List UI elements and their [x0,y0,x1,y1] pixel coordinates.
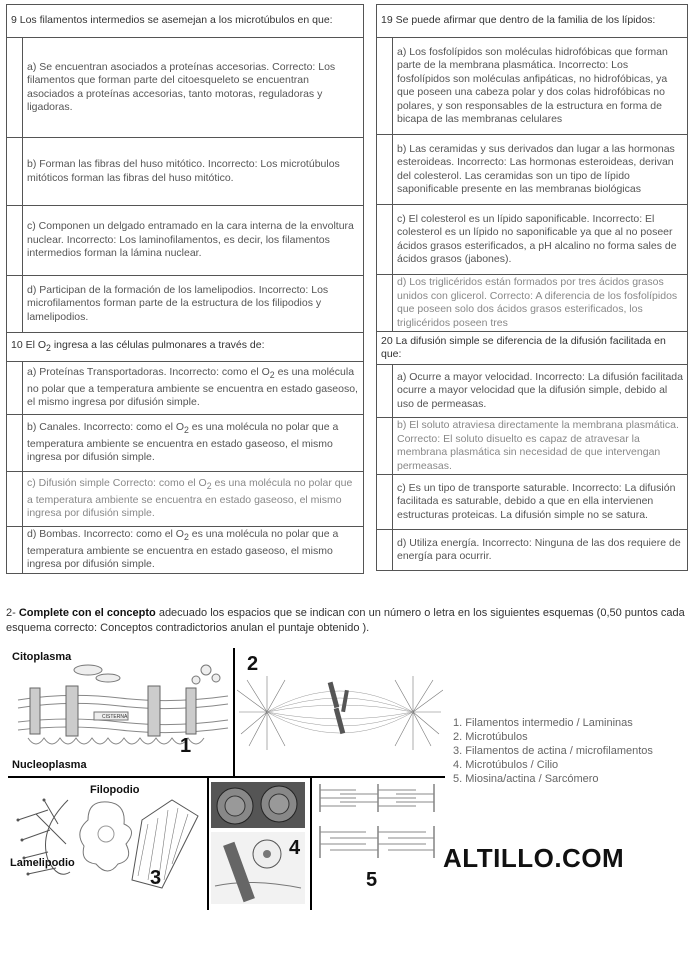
answer-blank[interactable] [377,418,393,475]
figure-2-number: 2 [247,653,259,675]
question-19: 19 Se puede afirmar que dentro de la familia de los lípidos: [377,5,688,38]
q10-text-a: 10 El O [11,338,47,351]
answer-item: 3. Filamentos de actina / microfilamentos [453,745,653,757]
q9-option-d: d) Participan de la formación de los lamelipodios. Incorrecto: Los microfilamentos forman parte de la estructura de los filipodios y lamelipodios. [23,276,364,333]
aster-left-icon [237,676,285,750]
answer-blank[interactable] [7,276,23,333]
citoplasma-label: Citoplasma [12,651,72,663]
left-question-table [6,4,364,574]
answer-item: 2. Microtúbulos [453,731,528,743]
answer-blank[interactable] [7,527,23,574]
figure-3-cell-protrusions [8,780,206,910]
answer-blank[interactable] [377,38,393,135]
answer-blank[interactable] [7,472,23,527]
answer-blank[interactable] [7,38,23,138]
q10-option-a: a) Proteínas Transportadoras. Incorrecto: como el $O_2$ es una molécula no polar que a temperatura ambiente se encuentra en estado gaseoso, el mismo ingresa por difusión simple. [23,362,364,415]
answer-blank[interactable] [7,138,23,206]
altillo-watermark: ALTILLO.COM [443,843,625,873]
q20-option-c: c) Es un tipo de transporte saturable. Incorrecto: La difusión facilitada es saturable, debido a que en ella intervienen estructuras proteicas. La difusión simple no se satura. [393,475,688,530]
figure-2-mitotic-spindle [237,650,443,774]
q19-option-b: b) Las ceramidas y sus derivados dan lugar a las hormonas esteroideas. Incorrecto: Las hormonas esteroideas, derivan del colesterol. Las ceramidas son un tipo de lípido saponificable presente en las membranas biológicas [393,135,688,205]
answer-blank[interactable] [7,362,23,415]
q10-text-b: ingresa a las células pulmonares a través de: [50,338,265,351]
section-2-instructions: 2- Complete con el concepto adecuado los espacios que se indican con un número o letra en los siguientes esquemas (0,50 puntos cada esquema correcto: Conceptos contradictorios anulan el puntaje obtenido ). [6,607,685,634]
figure-1-nuclear-envelope [8,648,232,774]
right-question-table [376,4,688,571]
q10-subscript: 2 [46,342,51,353]
q10-option-b: b) Canales. Incorrecto: como el $O_2$ es una molécula no polar que a temperatura ambiente se encuentra en estado gaseoso, el mismo ingresa por difusión simple. [23,415,364,472]
answer-blank[interactable] [377,275,393,332]
aster-right-icon [395,676,443,750]
figure-4-number: 4 [289,837,301,859]
q10-option-c: c) Difusión simple Correcto: como el $O_2$ es una molécula no polar que a temperatura ambiente se encuentra en estado gaseoso, el mismo ingresa por difusión simple. [23,472,364,527]
q9-option-b: b) Forman las fibras del huso mitótico. Incorrecto: Los microtúbulos mitóticos forman las fibras del huso mitótico. [23,138,364,206]
divider [207,778,209,910]
answer-blank[interactable] [377,475,393,530]
answer-blank[interactable] [377,365,393,418]
figure-3-number: 3 [150,867,162,889]
question-20: 20 La difusión simple se diferencia de la difusión facilitada en que: [377,332,688,365]
q20-option-d: d) Utiliza energía. Incorrecto: Ninguna de las dos requiere de energía para ocurrir. [393,530,688,571]
answer-item: 5. Miosina/actina / Sarcómero [453,773,599,785]
figure-5-sarcomere [316,782,442,908]
answer-key-list [453,716,653,786]
question-10 [7,333,364,362]
q9-option-c: c) Componen un delgado entramado en la cara interna de la envoltura nuclear. Incorrecto: Los laminofilamentos, es decir, los filamentos intermedios forman la lámina nuclear. [23,206,364,276]
question-9: 9 Los filamentos intermedios se asemejan a los microtúbulos en que: [7,5,364,38]
filopodio-label: Filopodio [90,784,140,796]
lamelipodio-label: Lamelipodio [10,857,75,869]
answer-item: 1. Filamentos intermedio / Lamininas [453,717,633,729]
answer-blank[interactable] [377,205,393,275]
q20-option-b: b) El soluto atraviesa directamente la membrana plasmática. Correcto: El soluto disuelto es capaz de atravesar la membrana plasmática sin necesidad de que intervengan permeasas. [393,418,688,475]
divider [8,776,445,778]
q10-option-d: d) Bombas. Incorrecto: como el $O_2$ es una molécula no polar que a temperatura ambiente se encuentra en estado gaseoso, el mismo ingresa por difusión simple. [23,527,364,574]
q19-option-d: d) Los triglicéridos están formados por tres ácidos grasos unidos con glicerol. Correcto: A diferencia de los fosfolípidos que poseen solo dos ácidos grasos esterificados, los triglicéridos poseen tres [393,275,688,332]
answer-blank[interactable] [7,415,23,472]
figure-5-number: 5 [366,869,378,891]
q19-option-a: a) Los fosfolípidos son moléculas hidrofóbicas que forman parte de la membrana plasmática. Incorrecto: Los fosfolípidos son moléculas anfipáticas, no hidrofóbicas, ya que poseen una cabeza polar y dos colas hidrofóbicas no polares, y son responsables de la estructura en forma de bicapa de las membranas celulares [393,38,688,135]
divider [233,648,235,776]
figure-4-cilium [211,782,309,908]
answer-blank[interactable] [7,206,23,276]
svg-text:CISTERNA: CISTERNA [102,714,128,720]
answer-blank[interactable] [377,135,393,205]
q9-option-a: a) Se encuentran asociados a proteínas accesorias. Correcto: Los filamentos que forman parte del citoesqueleto se encuentran asociados a proteínas accesorias, tanto motoras, reguladoras y ligadoras. [23,38,364,138]
nucleoplasma-label: Nucleoplasma [12,759,87,771]
answer-item: 4. Microtúbulos / Cilio [453,759,559,771]
figure-1-number: 1 [180,735,192,757]
q20-option-a: a) Ocurre a mayor velocidad. Incorrecto: La difusión facilitada ocurre a mayor velocidad que la difusión simple, debido al uso de permeasas. [393,365,688,418]
q19-option-c: c) El colesterol es un lípido saponificable. Incorrecto: El colesterol es un lípido no saponificable ya que al no poseer ácidos grasos esterificados, a pH alcalino no forma sales de ácidos grasos (jabones). [393,205,688,275]
divider [310,778,312,910]
answer-blank[interactable] [377,530,393,571]
